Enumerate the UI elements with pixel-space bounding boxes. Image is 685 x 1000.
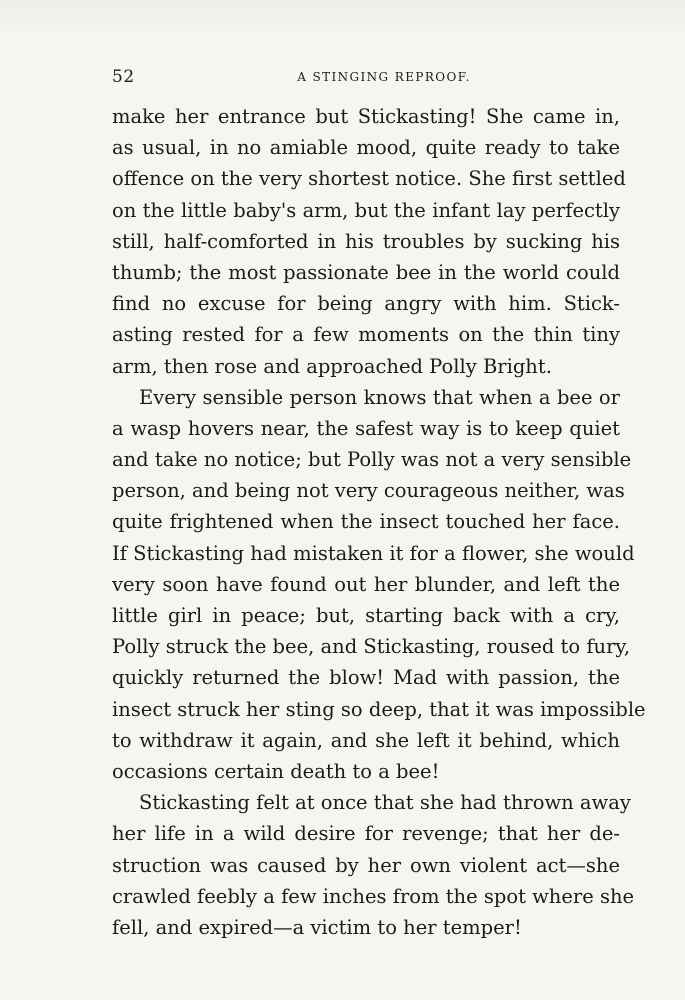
text-line: struction was caused by her own violent act—she	[112, 853, 620, 877]
text-line: person, and being not very courageous neither, was	[112, 479, 625, 503]
text-line: crawled feebly a few inches from the spot where she	[112, 884, 635, 908]
text-line: If Stickasting had mistaken it for a flower, she would	[112, 541, 635, 565]
text-line: as usual, in no amiable mood, quite ready to take	[112, 136, 620, 160]
paragraph-3	[112, 787, 635, 943]
text-line: make her entrance but Stickasting! She came in,	[112, 105, 620, 128]
text-line: little girl in peace; but, starting back with a cry,	[112, 604, 620, 627]
paragraph-1	[112, 101, 626, 382]
page-number: 52	[112, 67, 135, 87]
paragraph-2	[112, 382, 646, 787]
text-line: on the little baby's arm, but the infant lay perfectly	[112, 198, 620, 222]
text-line: a wasp hovers near, the safest way is to keep quiet	[112, 416, 620, 440]
text-line: quickly returned the blow! Mad with passion, the	[112, 666, 620, 690]
body-text	[112, 101, 646, 943]
text-line: Polly struck the bee, and Stickasting, roused to fury,	[112, 635, 631, 659]
text-line: asting rested for a few moments on the thin tiny	[112, 323, 620, 347]
text-line: to withdraw it again, and she left it behind, which	[112, 728, 620, 752]
text-line: arm, then rose and approached Polly Bright.	[112, 354, 552, 378]
page-header	[112, 67, 620, 91]
running-head: A STINGING REPROOF.	[297, 70, 471, 84]
text-line: Every sensible person knows that when a bee or	[139, 385, 620, 409]
text-line: find no excuse for being angry with him. Stick-	[112, 292, 620, 316]
text-line: very soon have found out her blunder, and left the	[112, 572, 620, 596]
text-line: quite frightened when the insect touched her face.	[112, 510, 620, 534]
text-line: offence on the very shortest notice. She first settled	[112, 167, 626, 191]
text-line: still, half-comforted in his troubles by sucking his	[112, 229, 620, 253]
text-line: and take no notice; but Polly was not a very sensible	[112, 448, 632, 472]
text-line: fell, and expired—a victim to her temper!	[112, 915, 522, 939]
text-line: thumb; the most passionate bee in the world could	[112, 260, 620, 284]
text-line: her life in a wild desire for revenge; that her de-	[112, 822, 620, 846]
text-line: occasions certain death to a bee!	[112, 759, 440, 783]
text-line: Stickasting felt at once that she had thrown away	[139, 791, 631, 815]
text-line: insect struck her sting so deep, that it was impossible	[112, 697, 646, 721]
